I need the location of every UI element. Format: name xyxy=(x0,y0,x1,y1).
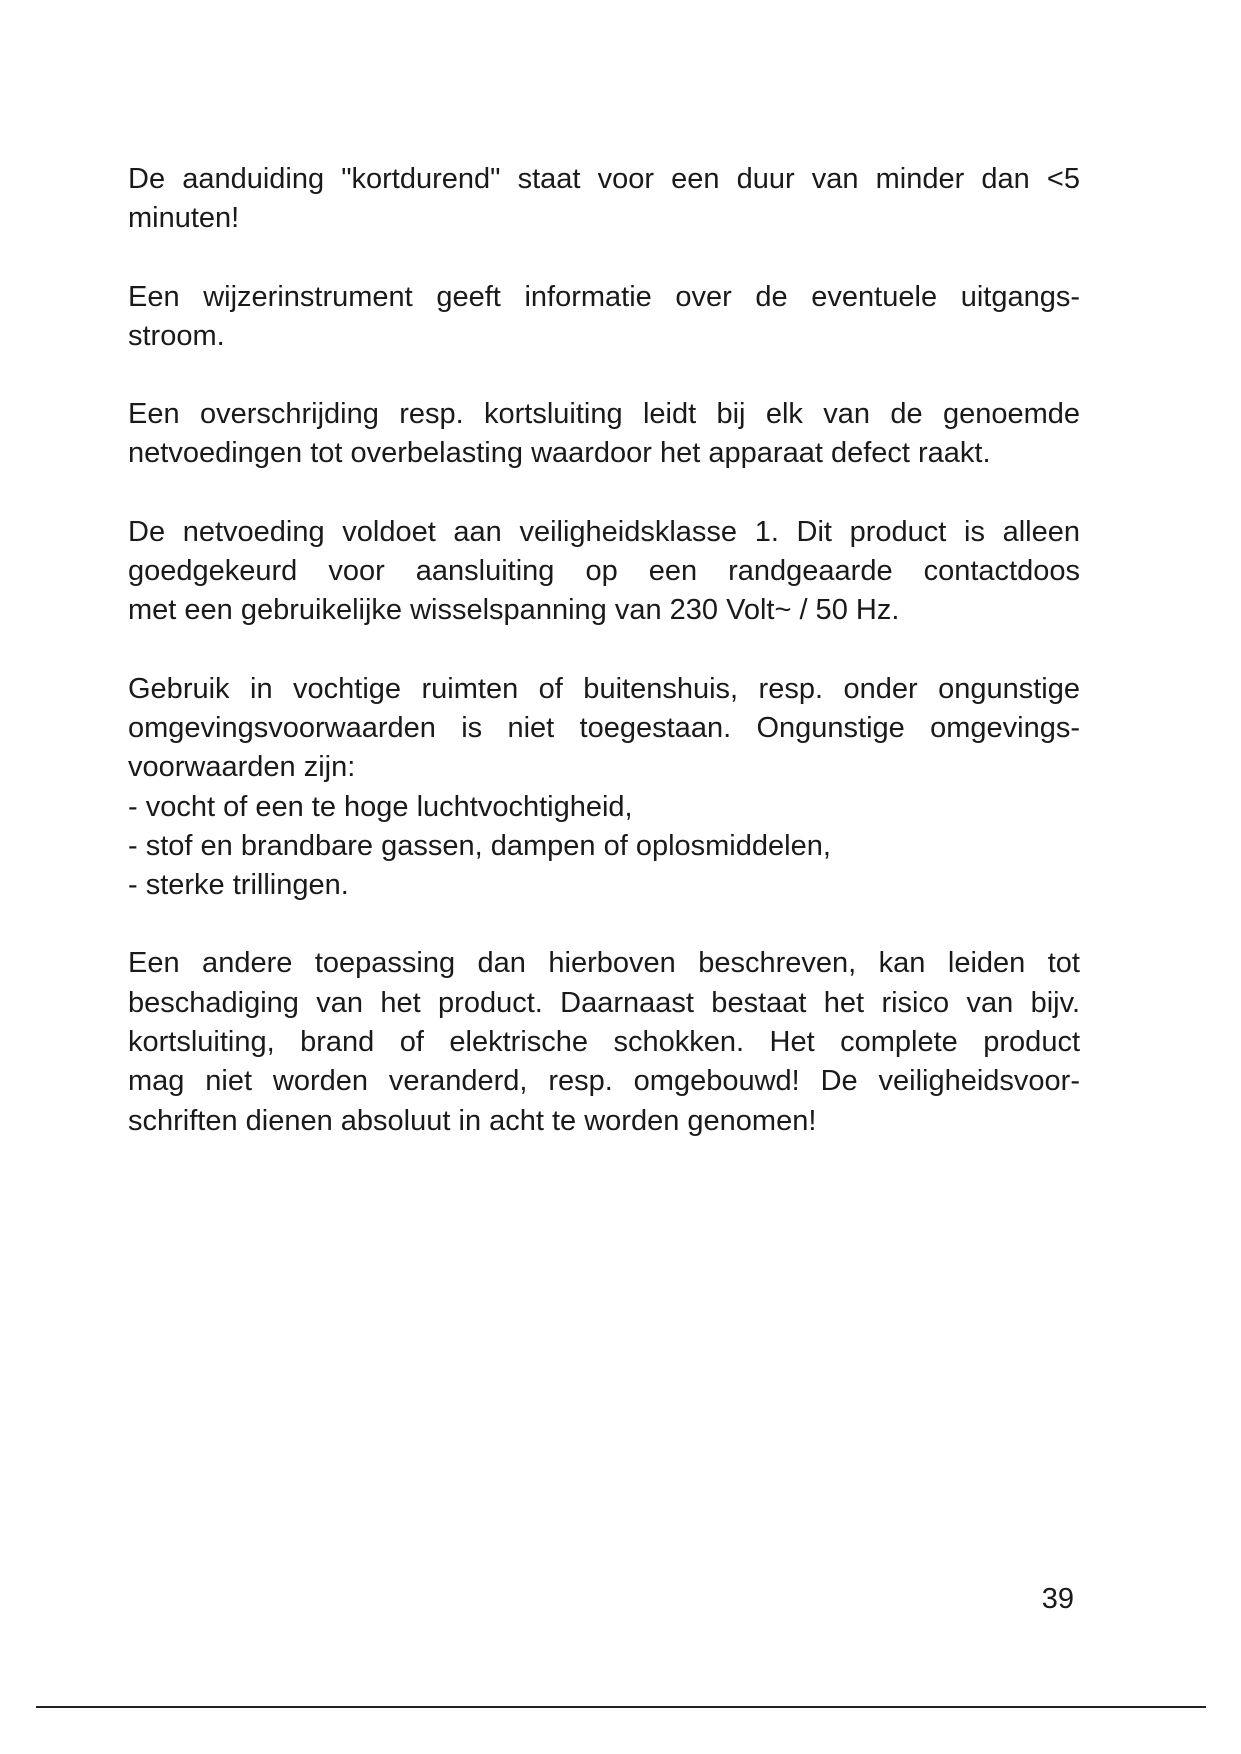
paragraph-veiligheidsklasse xyxy=(128,513,1080,631)
text-line: Gebruik in vochtige ruimten of buitenshuis, resp. onder ongunstige xyxy=(128,672,1080,705)
body-text xyxy=(128,160,1080,1180)
text-line: Een overschrijding resp. kortsluiting leidt bij elk van de genoemde xyxy=(128,398,1080,431)
list-item: - vocht of een te hoge luchtvochtigheid, xyxy=(128,790,633,823)
list-item: - sterke trillingen. xyxy=(128,869,349,902)
text-line: voorwaarden zijn: xyxy=(128,751,356,784)
paragraph-andere-toepassing xyxy=(128,944,1080,1140)
paragraph-overschrijding xyxy=(128,395,1080,474)
text-line: omgevingsvoorwaarden is niet toegestaan. Ongunstige omgevings- xyxy=(128,711,1080,744)
text-line: Een andere toepassing dan hierboven beschreven, kan leiden tot xyxy=(128,947,1080,980)
text-line: netvoedingen tot overbelasting waardoor het apparaat defect raakt. xyxy=(128,437,991,470)
text-line: goedgekeurd voor aansluiting op een randgeaarde contactdoos xyxy=(128,555,1080,588)
text-line: beschadiging van het product. Daarnaast bestaat het risico van bijv. xyxy=(128,986,1080,1019)
text-line: stroom. xyxy=(128,319,225,352)
text-line: mag niet worden veranderd, resp. omgebouwd! De veiligheidsvoor- xyxy=(128,1065,1080,1098)
paragraph-ongunstige-omgeving xyxy=(128,670,1080,906)
text-line: schriften dienen absoluut in acht te worden genomen! xyxy=(128,1104,817,1137)
list-item: - stof en brandbare gassen, dampen of oplosmiddelen, xyxy=(128,829,831,862)
paragraph-wijzerinstrument xyxy=(128,278,1080,357)
page-number: 39 xyxy=(1041,1583,1074,1615)
paragraph-kortdurend xyxy=(128,160,1080,239)
text-line: De aanduiding "kortdurend" staat voor een duur van minder dan <5 xyxy=(128,163,1080,195)
text-line: De netvoeding voldoet aan veiligheidsklasse 1. Dit product is alleen xyxy=(128,515,1080,548)
text-line: kortsluiting, brand of elektrische schokken. Het complete product xyxy=(128,1026,1080,1059)
text-line: met een gebruikelijke wisselspanning van 230 Volt~ / 50 Hz. xyxy=(128,594,900,627)
text-line: Een wijzerinstrument geeft informatie over de eventuele uitgangs- xyxy=(128,280,1080,313)
footer-divider xyxy=(36,1706,1206,1708)
condition-list xyxy=(128,788,1080,906)
text-line: minuten! xyxy=(128,202,240,235)
